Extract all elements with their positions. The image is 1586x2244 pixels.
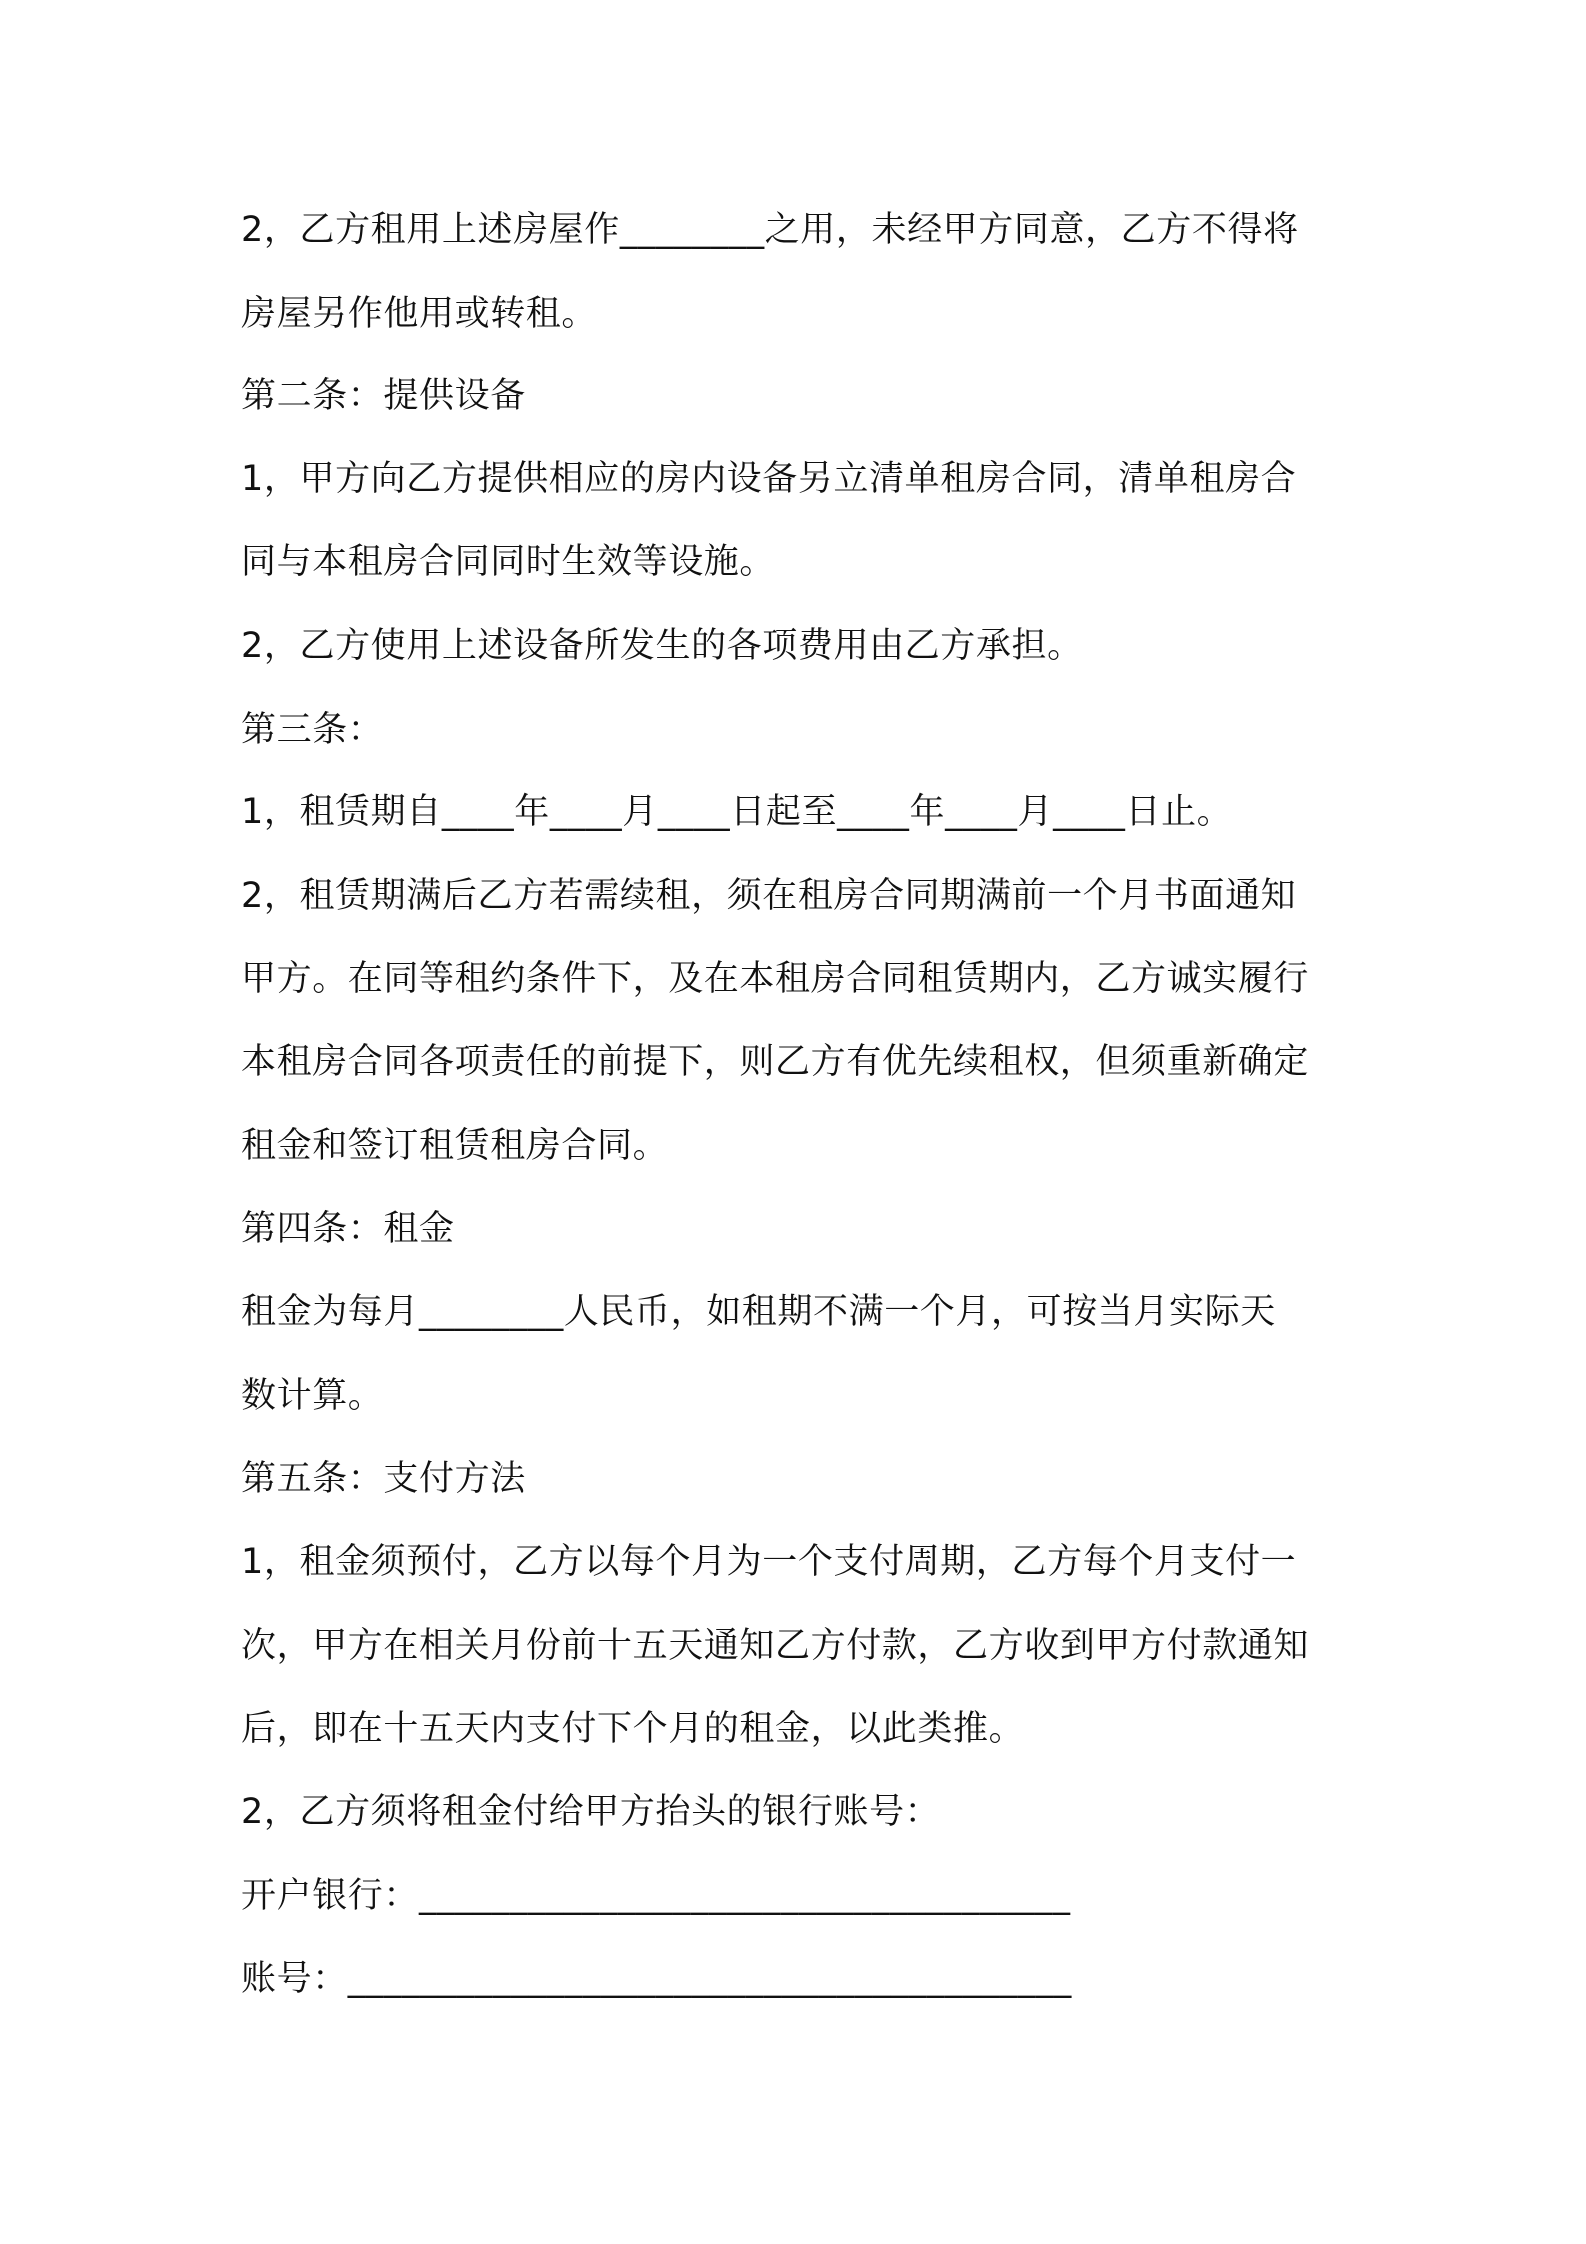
section-heading: 第四条：租金 [241,1209,455,1249]
account-number-field: 账号：________________________________________ [241,1959,1072,1999]
text-line: 2，乙方使用上述设备所发生的各项费用由乙方承担。 [241,626,1083,666]
text-line: 2，租赁期满后乙方若需续租，须在租房合同期满前一个月书面通知 [241,876,1297,916]
text-line: 甲方。在同等租约条件下，及在本租房合同租赁期内，乙方诚实履行 [241,959,1310,999]
section-heading: 第二条：提供设备 [241,376,526,416]
text-line: 次，甲方在相关月份前十五天通知乙方付款，乙方收到甲方付款通知 [241,1626,1310,1666]
text-line: 2，乙方租用上述房屋作________之用，未经甲方同意，乙方不得将 [241,210,1299,250]
text-line: 1，甲方向乙方提供相应的房内设备另立清单租房合同，清单租房合 [241,459,1297,499]
text-line: 租金为每月________人民币，如租期不满一个月，可按当月实际天 [241,1292,1276,1332]
text-line: 同与本租房合同同时生效等设施。 [241,542,776,582]
text-line: 1，租金须预付，乙方以每个月为一个支付周期，乙方每个月支付一 [241,1542,1297,1582]
text-line: 房屋另作他用或转租。 [241,294,598,334]
text-line: 2，乙方须将租金付给甲方抬头的银行账号： [241,1792,941,1832]
text-line: 本租房合同各项责任的前提下，则乙方有优先续租权，但须重新确定 [241,1042,1310,1082]
text-line: 后，即在十五天内支付下个月的租金，以此类推。 [241,1709,1025,1749]
text-line: 1，租赁期自____年____月____日起至____年____月____日止。 [241,792,1233,832]
bank-name-field: 开户银行：____________________________________ [241,1876,1071,1916]
text-line: 租金和签订租赁租房合同。 [241,1126,669,1166]
section-heading: 第三条： [241,710,384,750]
text-line: 数计算。 [241,1376,384,1416]
section-heading: 第五条：支付方法 [241,1459,526,1499]
